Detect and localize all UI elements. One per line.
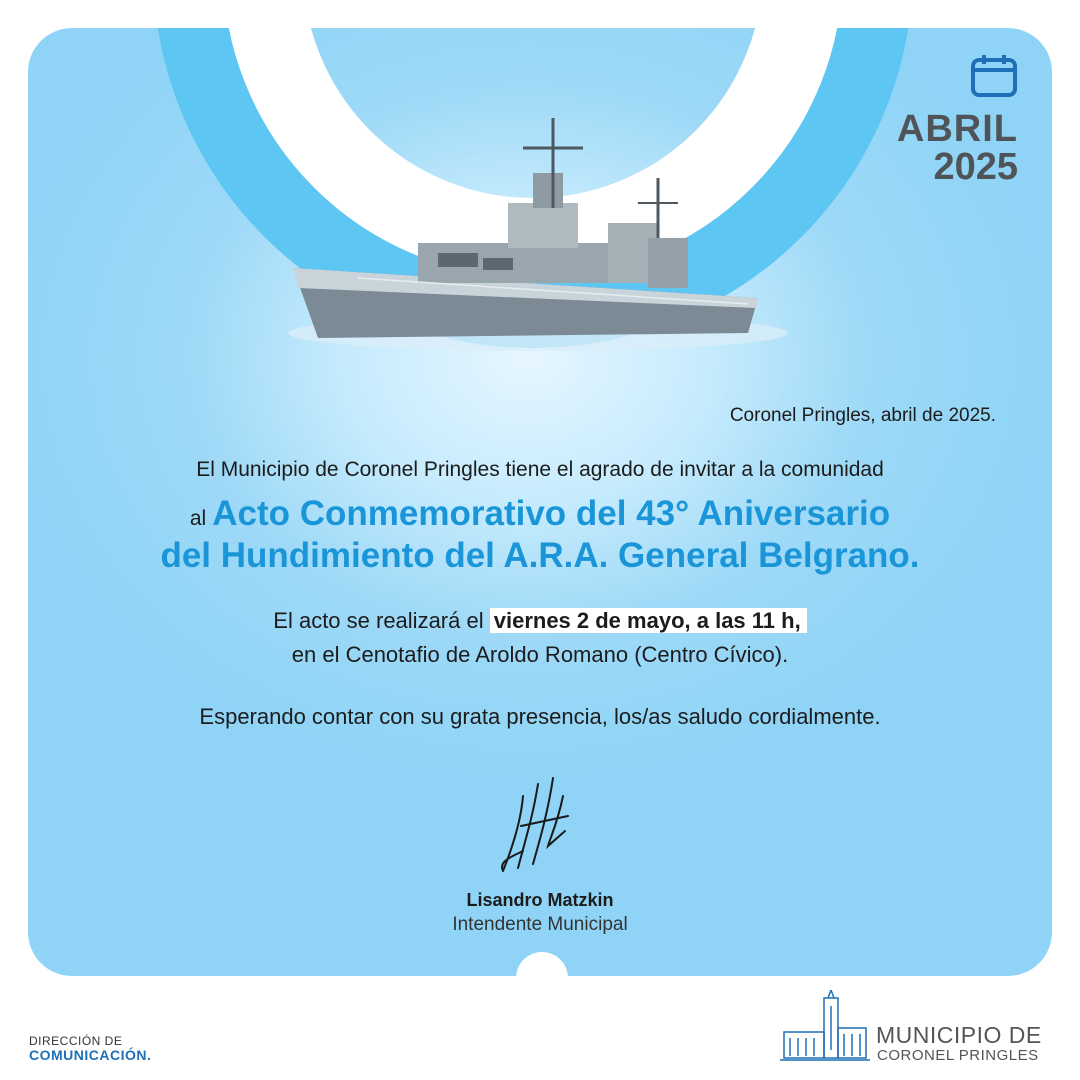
org-line2: CORONEL PRINGLES [877, 1047, 1039, 1064]
date-year: 2025 [933, 146, 1018, 188]
signature [493, 776, 583, 876]
signer-name: Lisandro Matzkin [466, 890, 614, 910]
when-highlight: viernes 2 de mayo, a las 11 h, [490, 608, 807, 633]
invite-line: El Municipio de Coronel Pringles tiene el agrado de invitar a la comunidad [196, 458, 884, 481]
event-where: en el Cenotafio de Aroldo Romano (Centro Cívico). [291, 642, 789, 667]
event-title-line1 [28, 494, 1052, 534]
calendar-icon [970, 54, 1018, 98]
date-month: ABRIL [896, 108, 1018, 150]
when-prefix: El acto se realizará el [273, 608, 484, 633]
title-prefix: al [189, 507, 207, 530]
signer-role: Intendente Municipal [452, 914, 628, 935]
event-when [28, 608, 1052, 634]
closing-line: Esperando contar con su grata presencia, los/as saludo cordialmente. [199, 704, 881, 729]
event-title-line2: del Hundimiento del A.R.A. General Belgrano. [160, 536, 920, 575]
place-date: Coronel Pringles, abril de 2025. [729, 405, 996, 426]
dept-line1: DIRECCIÓN DE [29, 1034, 123, 1048]
dept-line2: COMUNICACIÓN. [29, 1047, 152, 1063]
warship-image [278, 118, 798, 358]
municipality-logo-icon [780, 990, 870, 1065]
org-line1: MUNICIPIO DE [876, 1022, 1042, 1048]
invitation-card [28, 28, 1052, 976]
title-text-1: Acto Conmemorativo del 43° Aniversario [212, 494, 891, 533]
card-notch [516, 952, 568, 1004]
